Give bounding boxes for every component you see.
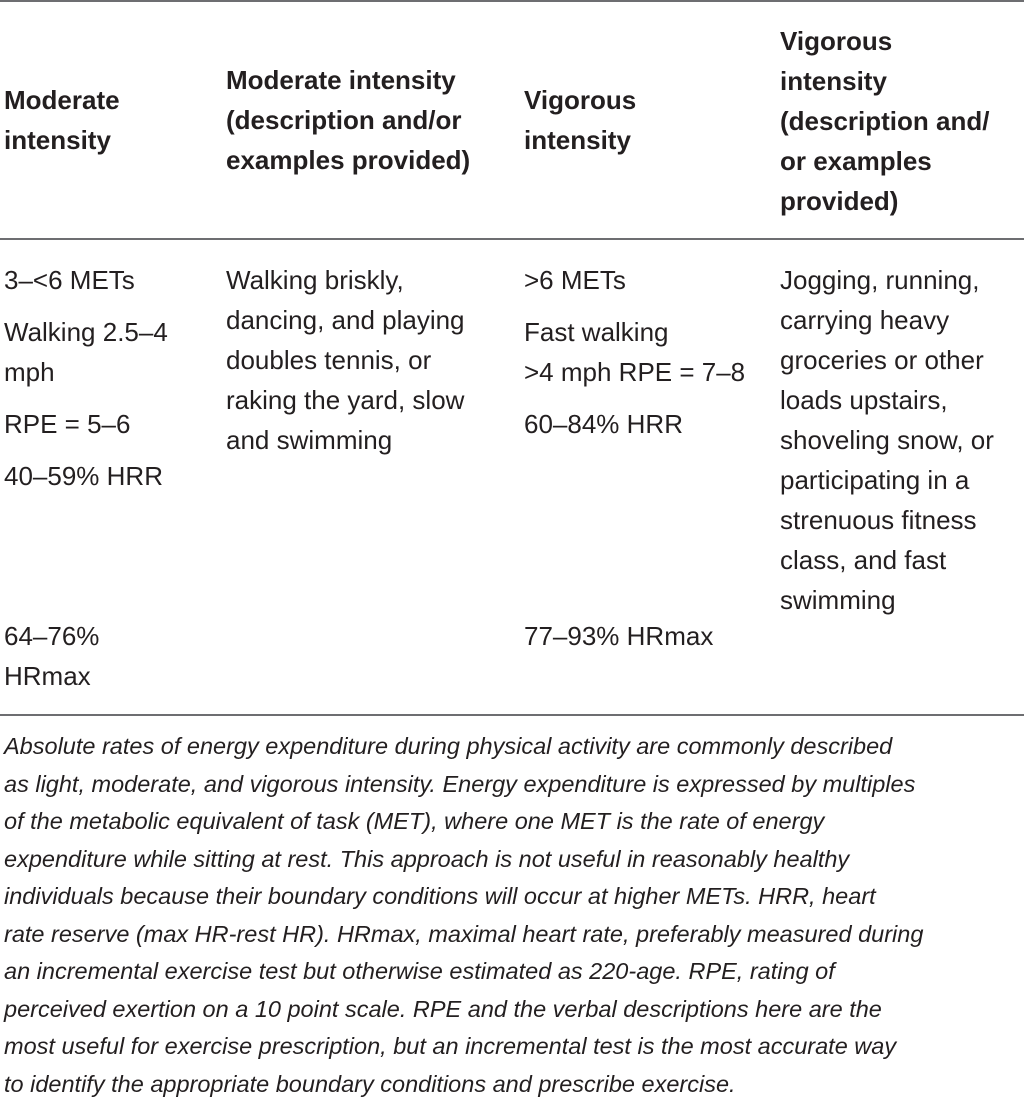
cell-moderate-intensity [4,260,214,496]
table-footnote: Absolute rates of energy expenditure during physical activity are commonly described as light, moderate, and vigorous intensity. Energy expenditure is expressed by multiples of the metabolic equivalent of task (MET), where one MET is the rate of energy expenditure while sitting at rest. This approach is not useful in reasonably healthy individuals because their boundary conditions will occur at higher METs. HRR, heart rate reserve (max HR-rest HR). HRmax, maximal heart rate, preferably measured during an incremental exercise test but otherwise estimated as 220-age. RPE, rating of perceived exertion on a 10 point scale. RPE and the verbal descriptions here are the most useful for exercise prescription, but an incremental test is the most accurate way to identify the appropriate boundary conditions and prescribe exercise. [4,733,924,1097]
cell-vigorous-hrmax: 77–93% HRmax [524,621,714,651]
vigorous-hrr: 60–84% HRR [524,409,683,439]
vigorous-mets: >6 METs [524,265,626,295]
header-vigorous-intensity: Vigorous intensity [524,85,637,155]
cell-vigorous-intensity [524,260,774,444]
header-bottom-rule [0,238,1024,240]
moderate-hrr: 40–59% HRR [4,461,163,491]
moderate-mets: 3–<6 METs [4,265,135,295]
table-bottom-rule [0,714,1024,716]
moderate-walking-unit: mph [4,357,55,387]
moderate-rpe: RPE = 5–6 [4,409,131,439]
cell-moderate-hrmax: 64–76% HRmax [4,621,100,691]
cell-moderate-description: Walking briskly, dancing, and playing doubles tennis, or raking the yard, slow and swimming [226,265,465,455]
cell-vigorous-description: Jogging, running, carrying heavy groceries or other loads upstairs, shoveling snow, or participating in a strenuous fitness class, and fast swimming [780,265,994,615]
vigorous-walking-rpe: >4 mph RPE = 7–8 [524,357,746,387]
header-vigorous-description: Vigorous intensity (description and/ or examples provided) [780,26,990,216]
vigorous-walking: Fast walking [524,317,669,347]
table-top-rule [0,0,1024,2]
header-moderate-description: Moderate intensity (description and/or examples provided) [226,65,471,175]
moderate-walking: Walking 2.5–4 [4,317,168,347]
header-moderate-intensity: Moderate intensity [4,85,120,155]
